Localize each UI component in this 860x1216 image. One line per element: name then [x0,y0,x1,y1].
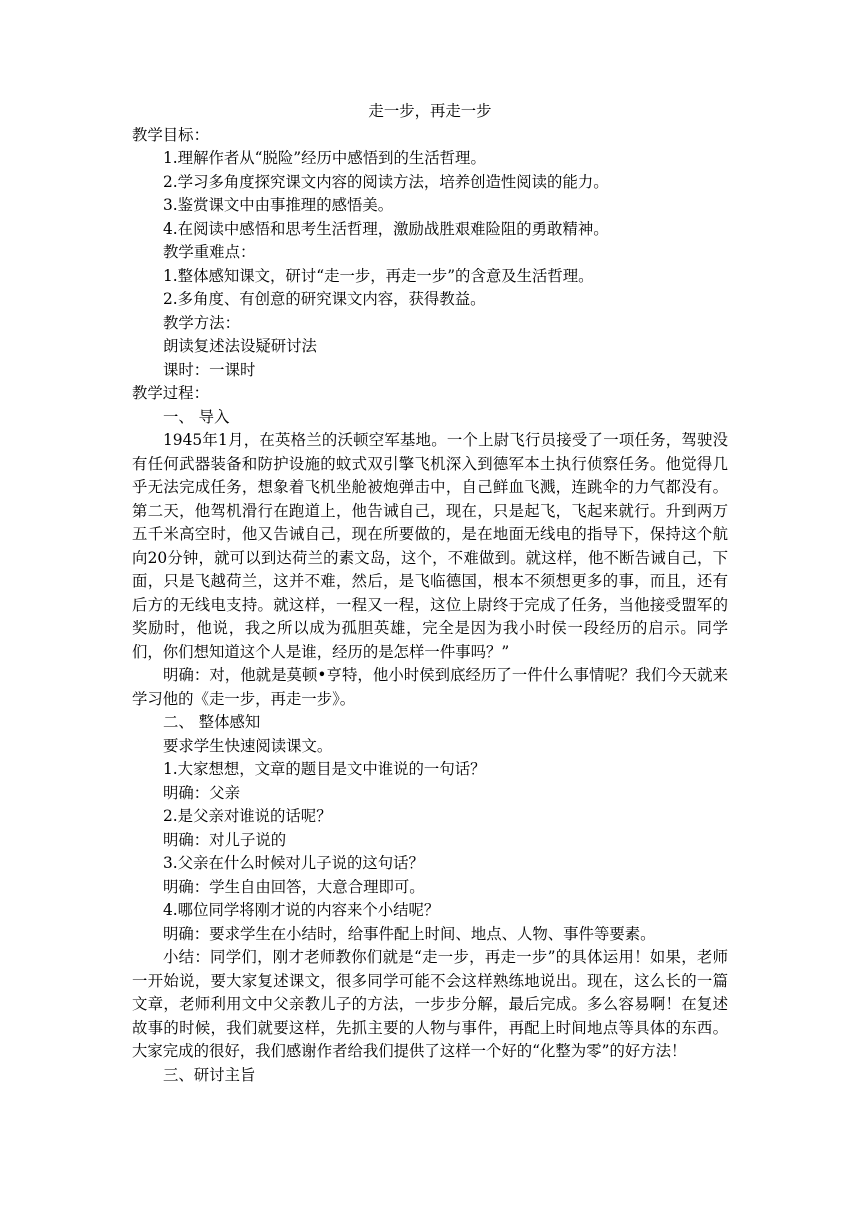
qa-line: 明确：要求学生在小结时，给事件配上时间、地点、人物、事件等要素。 [163,924,656,943]
goal-item: 1.理解作者从“脱险”经历中感悟到的生活哲理。 [163,149,486,167]
qa-line: 3.父亲在什么时候对儿子说的这句话？ [163,854,424,872]
intro-answer-paragraph: 明确：对，他就是莫顿•亨特，他小时侯到底经历了一件什么事情呢？我们今天就来学习他的《走一步，再走一步》。 [132,666,728,708]
summary-paragraph: 小结：同学们，刚才老师教你们就是“走一步，再走一步”的具体运用！如果，老师一开始说，要大家复述课文，很多同学可能不会这样熟练地说出。现在，这么长的一篇文章，老师利用文中父亲教儿子的方法，一步步分解，最后完成。多么容易啊！在复述故事的时候，我们就要这样，先抓主要的人物与事件，再配上时间地点等具体的东西。大家完成的很好，我们感谢作者给我们提供了这样一个好的“化整为零”的好方法！ [132,948,728,1060]
task-text: 要求学生快速阅读课文。 [163,736,333,755]
goal-item: 3.鉴赏课文中由事推理的感悟美。 [163,196,394,214]
section-heading-intro: 一、 导入 [163,407,230,426]
difficulty-heading: 教学重难点： [163,243,256,261]
document-page [132,100,728,1087]
section-heading-theme: 三、研讨主旨 [163,1065,256,1084]
process-heading: 教学过程： [132,384,209,402]
qa-line: 明确：学生自由回答，大意合理即可。 [163,877,425,896]
method-heading: 教学方法： [163,313,240,332]
goals-heading: 教学目标： [132,125,209,144]
difficulty-item: 2.多角度、有创意的研究课文内容，获得教益。 [163,290,486,308]
difficulty-item: 1.整体感知课文，研讨“走一步，再走一步”的含意及生活哲理。 [163,266,594,285]
qa-line: 明确：父亲 [163,783,240,802]
qa-line: 2.是父亲对谁说的话呢？ [163,807,332,825]
method-text: 朗读复述法设疑研讨法 [163,337,317,355]
qa-line: 1.大家想想，文章的题目是文中谁说的一句话？ [163,760,486,778]
goal-item: 2.学习多角度探究课文内容的阅读方法，培养创造性阅读的能力。 [163,172,609,191]
document-title: 走一步，再走一步 [368,102,492,120]
qa-line: 4.哪位同学将刚才说的内容来个小结呢？ [163,901,440,919]
section-heading-overview: 二、 整体感知 [163,713,261,731]
intro-paragraph: 1945年1月，在英格兰的沃顿空军基地。一个上尉飞行员接受了一项任务，驾驶没有任何武器装备和防护设施的蚊式双引擎飞机深入到德军本土执行侦察任务。他觉得几乎无法完成任务，想象着飞机坐舱被炮弹击中，自己鲜血飞溅，连跳伞的力气都没有。第二天，他驾机滑行在跑道上，他告诫自己，现在，只是起飞，飞起来就行。升到两万五千米高空时，他又告诫自己，现在所要做的，是在地面无线电的指导下，保持这个航向20分钟，就可以到达荷兰的素文岛，这个，不难做到。就这样，他不断告诫自己，下面，只是飞越荷兰，这并不难，然后，是飞临德国，根本不须想更多的事，而且，还有后方的无线电支持。就这样，一程又一程，这位上尉终于完成了任务，当他接受盟军的奖励时，他说，我之所以成为孤胆英雄，完全是因为我小时侯一段经历的启示。同学们，你们想知道这个人是谁，经历的是怎样一件事吗？” [132,431,728,661]
qa-line: 明确：对儿子说的 [163,830,287,849]
period-text: 课时：一课时 [163,360,256,379]
goal-item: 4.在阅读中感悟和思考生活哲理，激励战胜艰难险阻的勇敢精神。 [163,219,609,238]
